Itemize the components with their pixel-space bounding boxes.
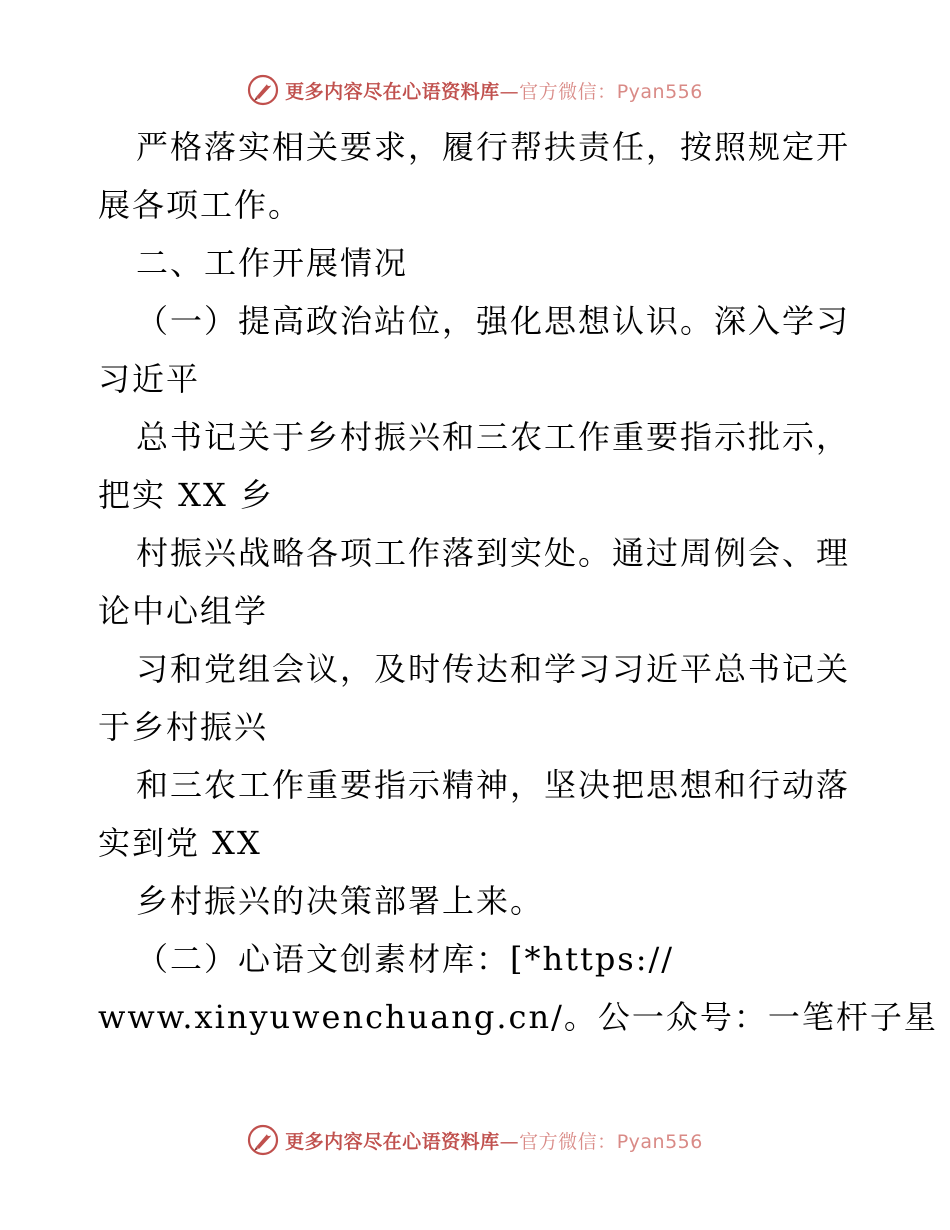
body-line: 展各项工作。 (98, 186, 303, 224)
header-wechat-id: Pyan556 (616, 80, 703, 103)
body-line: 于乡村振兴 (98, 708, 269, 746)
body-line: 把实 XX 乡 (98, 476, 274, 514)
footer-banner-text (285, 1127, 703, 1154)
section-heading: 二、工作开展情况 (136, 244, 409, 282)
header-brand-text: 更多内容尽在心语资料库 (285, 80, 500, 103)
footer-dash: — (499, 1130, 520, 1153)
body-line: www.xinyuwenchuang.cn/。公一众号：一笔杆子星 (98, 998, 938, 1036)
quill-pen-logo-icon (247, 1124, 279, 1156)
document-body (98, 118, 938, 1046)
body-line: 习近平 (98, 360, 201, 398)
body-line: 论中心组学 (98, 592, 269, 630)
quill-pen-logo-icon (247, 74, 279, 106)
footer-wechat-id: Pyan556 (616, 1130, 703, 1153)
body-line: 总书记关于乡村振兴和三农工作重要指示批示， (136, 418, 851, 456)
header-banner (0, 70, 950, 110)
header-banner-text (285, 77, 703, 104)
header-dash: — (499, 80, 520, 103)
body-line: 乡村振兴的决策部署上来。 (136, 882, 545, 920)
footer-banner (0, 1120, 950, 1160)
body-line: 习和党组会议，及时传达和学习习近平总书记关 (136, 650, 851, 688)
footer-wechat-label: 官方微信： (519, 1130, 617, 1153)
header-wechat-label: 官方微信： (519, 80, 617, 103)
body-line: 和三农工作重要指示精神，坚决把思想和行动落 (136, 766, 851, 804)
body-line: 实到党 XX (98, 824, 262, 862)
body-line: 村振兴战略各项工作落到实处。通过周例会、理 (136, 534, 851, 572)
footer-brand-text: 更多内容尽在心语资料库 (285, 1130, 500, 1153)
body-line: 严格落实相关要求，履行帮扶责任，按照规定开 (136, 128, 851, 166)
subsection-heading: （二）心语文创素材库：[*https:// (136, 940, 675, 978)
subsection-heading: （一）提高政治站位，强化思想认识。深入学习 (136, 302, 851, 340)
